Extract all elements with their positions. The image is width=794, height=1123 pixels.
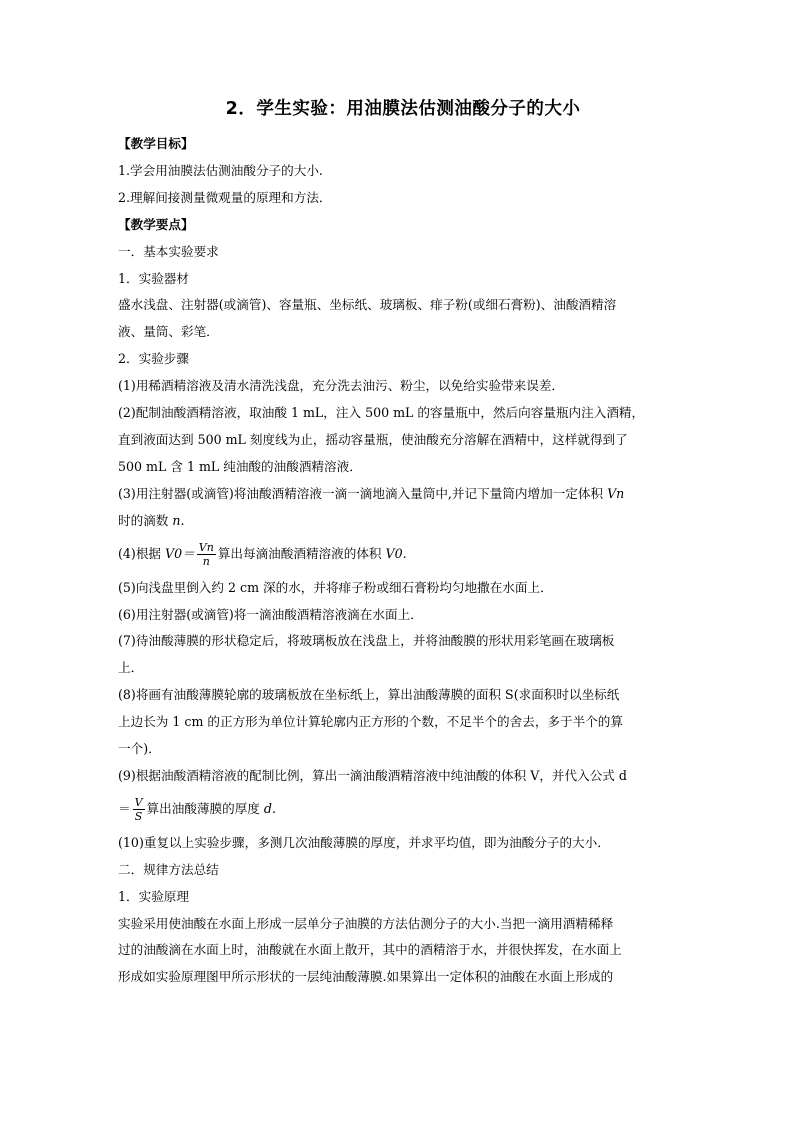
- fraction-numerator: V: [134, 796, 143, 810]
- variable-vn: Vn: [607, 485, 625, 501]
- step-8-line: 一个)．: [118, 741, 161, 757]
- step-7-line: (7)待油酸薄膜的形状稳定后，将玻璃板放在浅盘上，并将油酸膜的形状用彩笔画在玻璃板: [118, 633, 615, 649]
- step-2-line: (2)配制油酸酒精溶液，取油酸 1 mL，注入 500 mL 的容量瓶中，然后向容量瓶内注入酒精，: [118, 405, 645, 421]
- step-4-text: 算出每滴油酸酒精溶液的体积: [217, 546, 382, 562]
- goal-item: 1.学会用油膜法估测油酸分子的大小.: [118, 162, 323, 178]
- principle-heading: 1．实验原理: [118, 888, 189, 904]
- step-3-text: 时的滴数: [118, 512, 169, 528]
- fraction-v-over-s: [133, 796, 145, 823]
- variable-n: n.: [172, 512, 185, 528]
- equipment-heading: 1．实验器材: [118, 270, 189, 286]
- step-2-line: 直到液面达到 500 mL 刻度线为止，摇动容量瓶，使油酸充分溶解在酒精中，这样就得到了: [118, 431, 628, 447]
- step-4-text: (4)根据: [118, 546, 162, 562]
- step-3-line: [118, 481, 676, 508]
- equipment-text: 盛水浅盘、注射器(或滴管)、容量瓶、坐标纸、玻璃板、痱子粉(或细石膏粉)、油酸酒精溶: [118, 297, 617, 313]
- variable-d: d.: [263, 801, 276, 817]
- principle-text: 形成如实验原理图甲所示形状的一层纯油酸薄膜.如果算出一定体积的油酸在水面上形成的: [118, 969, 614, 985]
- document-page: [118, 96, 676, 991]
- principle-text: 过的油酸滴在水面上时，油酸就在水面上散开，其中的酒精溶于水，并很快挥发，在水面上: [118, 942, 622, 958]
- step-9-line: (9)根据油酸酒精溶液的配制比例，算出一滴油酸酒精溶液中纯油酸的体积 V，并代入公式 d: [118, 767, 627, 783]
- step-2-line: 500 mL 含 1 mL 纯油酸的油酸酒精溶液．: [118, 458, 362, 474]
- section-heading-1: 一．基本实验要求: [118, 243, 219, 259]
- steps-heading: 2．实验步骤: [118, 351, 189, 367]
- step-9-formula-line: [118, 790, 676, 830]
- page-title: 2．学生实验：用油膜法估测油酸分子的大小: [225, 99, 581, 119]
- step-5: (5)向浅盘里倒入约 2 cm 深的水，并将痱子粉或细石膏粉均匀地撒在水面上．: [118, 579, 553, 595]
- step-3-line: [118, 508, 676, 535]
- step-10: (10)重复以上实验步骤，多测几次油酸薄膜的厚度，并求平均值，即为油酸分子的大小．: [118, 834, 610, 850]
- section-heading-2: 二．规律方法总结: [118, 861, 219, 877]
- step-8-line: 上边长为 1 cm 的正方形为单位计算轮廓内正方形的个数，不足半个的舍去，多于半个的算: [118, 714, 623, 730]
- fraction-denominator: S: [134, 810, 143, 824]
- variable-v0: V0.: [385, 546, 407, 562]
- step-3-text: (3)用注射器(或滴管)将油酸酒精溶液一滴一滴地滴入量筒中,并记下量筒内增加一定体积: [118, 485, 604, 501]
- equals-sign: ＝: [118, 801, 131, 817]
- step-8-line: (8)将画有油酸薄膜轮廓的玻璃板放在坐标纸上，算出油酸薄膜的面积 S(求面积时以坐标纸: [118, 687, 620, 703]
- goals-heading: 【教学目标】: [118, 136, 194, 151]
- step-4-line: [118, 535, 676, 575]
- step-9-text: 算出油酸薄膜的厚度: [146, 801, 260, 817]
- fraction-numerator: Vn: [198, 541, 214, 555]
- step-1: (1)用稀酒精溶液及清水清洗浅盘，充分洗去油污、粉尘，以免给实验带来误差．: [118, 378, 565, 394]
- points-heading: 【教学要点】: [118, 216, 194, 232]
- variable-v0: V0＝: [165, 546, 195, 562]
- fraction-denominator: n: [202, 555, 210, 569]
- principle-text: 实验采用使油酸在水面上形成一层单分子油膜的方法估测分子的大小.当把一滴用酒精稀释: [118, 915, 614, 931]
- step-7-line: 上．: [118, 660, 144, 676]
- step-6: (6)用注射器(或滴管)将一滴油酸酒精溶液滴在水面上．: [118, 606, 423, 622]
- equipment-text: 液、量筒、彩笔．: [118, 324, 219, 340]
- goal-item: 2.理解间接测量微观量的原理和方法．: [118, 189, 332, 205]
- fraction-vn-over-n: [197, 541, 216, 568]
